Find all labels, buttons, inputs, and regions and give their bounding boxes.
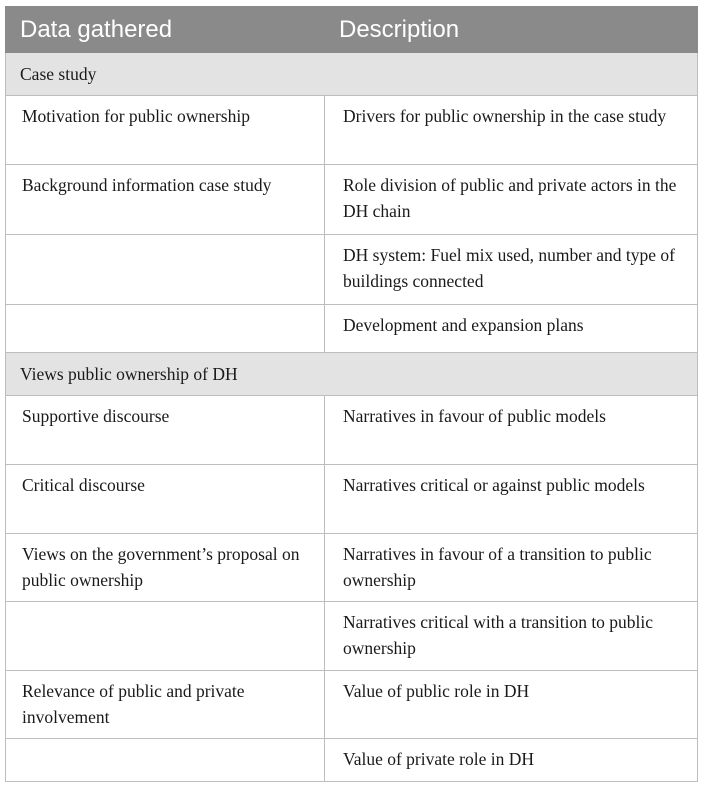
data-gathered-cell: Supportive discourse <box>6 396 325 465</box>
column-header-data-gathered: Data gathered <box>6 7 325 53</box>
data-gathered-cell: Relevance of public and private involvement <box>6 671 325 739</box>
table-row <box>6 235 698 305</box>
table-row <box>6 396 698 465</box>
description-cell: Value of public role in DH <box>325 671 698 739</box>
description-cell: Development and expansion plans <box>325 305 698 353</box>
table-row <box>6 465 698 534</box>
data-gathered-cell <box>6 739 325 782</box>
column-header-description: Description <box>325 7 698 53</box>
table-row <box>6 534 698 602</box>
description-cell: Narratives critical or against public models <box>325 465 698 534</box>
data-gathered-cell: Critical discourse <box>6 465 325 534</box>
table-row <box>6 602 698 671</box>
data-gathered-cell: Motivation for public ownership <box>6 96 325 165</box>
data-gathered-cell <box>6 602 325 671</box>
table-row <box>6 739 698 782</box>
description-cell: Value of private role in DH <box>325 739 698 782</box>
data-gathered-cell <box>6 305 325 353</box>
section-row-case-study <box>6 53 698 96</box>
table-row <box>6 305 698 353</box>
description-cell: Drivers for public ownership in the case study <box>325 96 698 165</box>
section-title: Views public ownership of DH <box>6 353 698 396</box>
description-cell: Narratives critical with a transition to public ownership <box>325 602 698 671</box>
description-cell: Narratives in favour of public models <box>325 396 698 465</box>
table-row <box>6 165 698 235</box>
description-cell: Narratives in favour of a transition to public ownership <box>325 534 698 602</box>
table-row <box>6 671 698 739</box>
data-table <box>5 6 698 782</box>
description-cell: Role division of public and private actors in the DH chain <box>325 165 698 235</box>
data-gathered-cell: Background information case study <box>6 165 325 235</box>
section-title: Case study <box>6 53 698 96</box>
description-cell: DH system: Fuel mix used, number and type of buildings connected <box>325 235 698 305</box>
section-row-views-public-ownership <box>6 353 698 396</box>
data-gathered-cell: Views on the government’s proposal on public ownership <box>6 534 325 602</box>
header-row <box>6 7 698 53</box>
data-gathered-cell <box>6 235 325 305</box>
table-row <box>6 96 698 165</box>
